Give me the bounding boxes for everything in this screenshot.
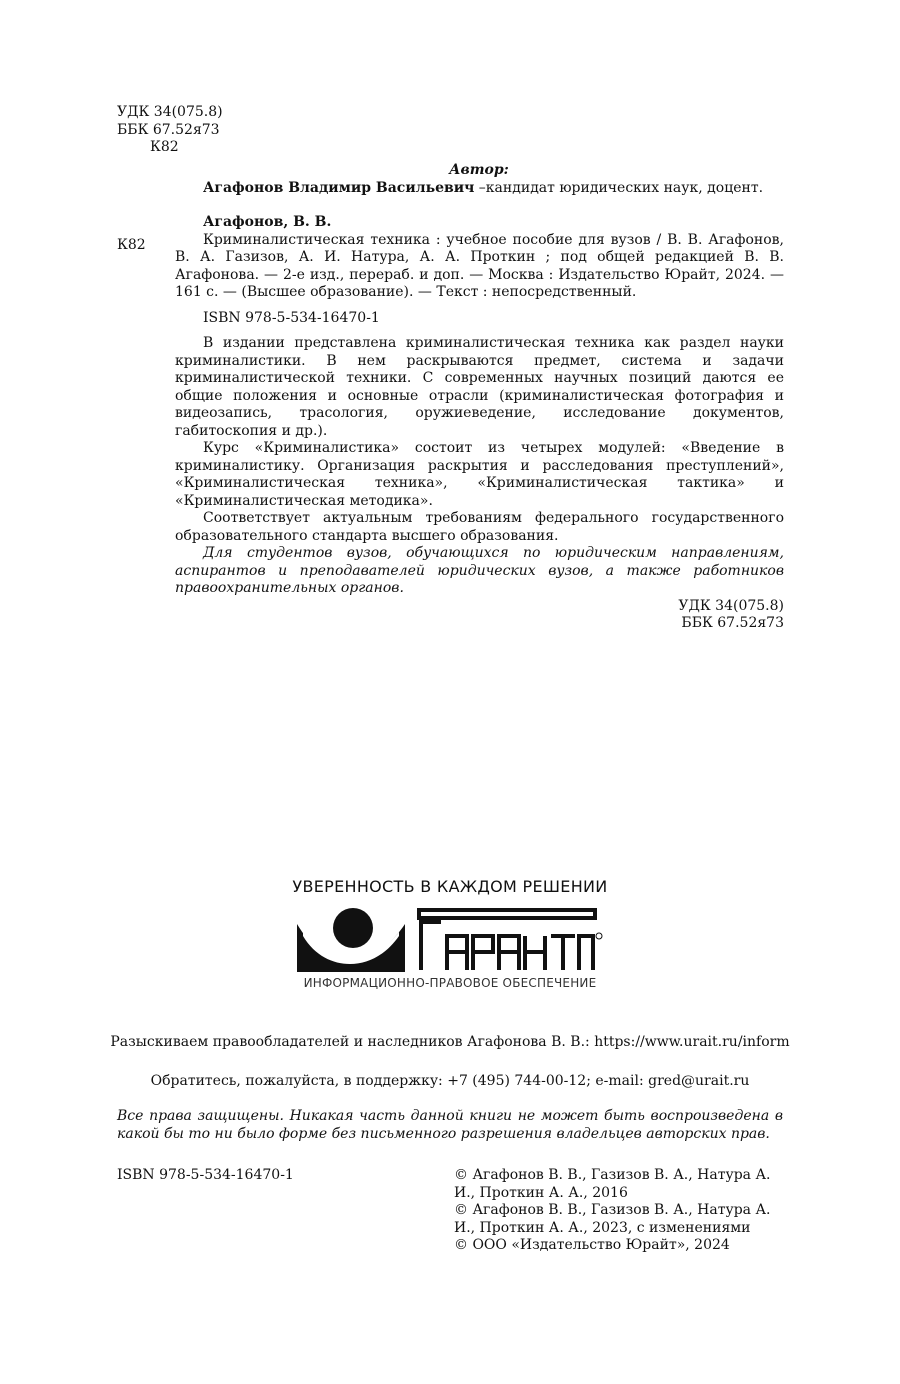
record-author-heading: Агафонов, В. В. <box>203 214 332 230</box>
bibliographic-record <box>175 214 784 633</box>
support-contacts: Обратитесь, пожалуйста, в поддержку: +7 (495) 744-00-12; e-mail: gred@urait.ru <box>150 1073 750 1089</box>
copyright-line-1: © Агафонов В. В., Газизов В. А., Натура А. И., Проткин А. А., 2016 <box>454 1167 771 1201</box>
author-name: Агафонов Владимир Васильевич <box>203 180 475 196</box>
record-description: Криминалистическая техника : учебное пособие для вузов / В. В. Агафонов, В. А. Газизов, А. И. Натура, А. А. Проткин ; под общей редакцией В. В. Агафонова. — 2-е изд., перераб. и доп. — Москва : Издательство Юрайт, 2024. — 161 с. — (Высшее образование). — Текст : непосредственный. <box>175 231 784 300</box>
author-line <box>203 180 763 198</box>
side-author-mark: К82 <box>117 237 146 253</box>
garant-slogan: УВЕРЕННОСТЬ В КАЖДОМ РЕШЕНИИ <box>292 877 608 896</box>
footer-isbn: ISBN 978-5-534-16470-1 <box>117 1167 294 1183</box>
annotation-paragraph-3: Соответствует актуальным требованиям федерального государственного образовательного стандарта высшего образования. <box>175 510 784 544</box>
annotation-paragraph-2: Курс «Криминалистика» состоит из четырех модулей: «Введение в криминалистику. Организация раскрытия и расследования преступлений», «Криминалистическая техника», «Криминалистическая тактика» и «Криминалистическая методика». <box>175 440 784 509</box>
garant-brand: ГАРАНТ <box>295 905 299 907</box>
annotation-audience: Для студентов вузов, обучающихся по юридическим направлениям, аспирантов и преподавателей юридических вузов, а также работников правоохранительных органов. <box>175 545 784 596</box>
author-mark: К82 <box>150 139 179 155</box>
copyright-line-2: © Агафонов В. В., Газизов В. А., Натура А. И., Проткин А. А., 2023, с изменениями <box>454 1202 771 1236</box>
garant-subtitle: ИНФОРМАЦИОННО-ПРАВОВОЕ ОБЕСПЕЧЕНИЕ <box>303 975 597 990</box>
bbk-code: ББК 67.52я73 <box>117 121 220 138</box>
garant-logo-icon <box>295 906 605 972</box>
annotation-bbk: ББК 67.52я73 <box>681 615 784 631</box>
garant-advertisement <box>0 878 900 992</box>
author-title: –кандидат юридических наук, доцент. <box>474 180 764 196</box>
annotation-paragraph-1: В издании представлена криминалистическая техника как раздел науки криминалистики. В нем раскрываются предмет, система и задачи криминалистической техники. С современных научных позиций даются ее общие положения и основные отрасли (криминалистическая фотография и видеозапись, трасология, оружиеведение, исследование документов, габитоскопия и др.). <box>175 335 784 439</box>
rights-notice: Все права защищены. Никакая часть данной книги не может быть воспроизведена в какой бы то ни было форме без письменного разрешения владельцев авторских прав. <box>117 1108 783 1142</box>
copyright-block <box>454 1167 784 1255</box>
author-heading: Автор: <box>449 162 509 178</box>
rightsholder-search: Разыскиваем правообладателей и наследников Агафонова В. В.: https://www.urait.ru/inform <box>110 1034 790 1050</box>
udk-code: УДК 34(075.8) <box>117 104 223 120</box>
copyright-line-3: © ООО «Издательство Юрайт», 2024 <box>454 1237 730 1253</box>
record-isbn: ISBN 978-5-534-16470-1 <box>203 309 380 326</box>
classification-codes <box>117 104 223 157</box>
annotation-udk: УДК 34(075.8) <box>678 597 784 614</box>
